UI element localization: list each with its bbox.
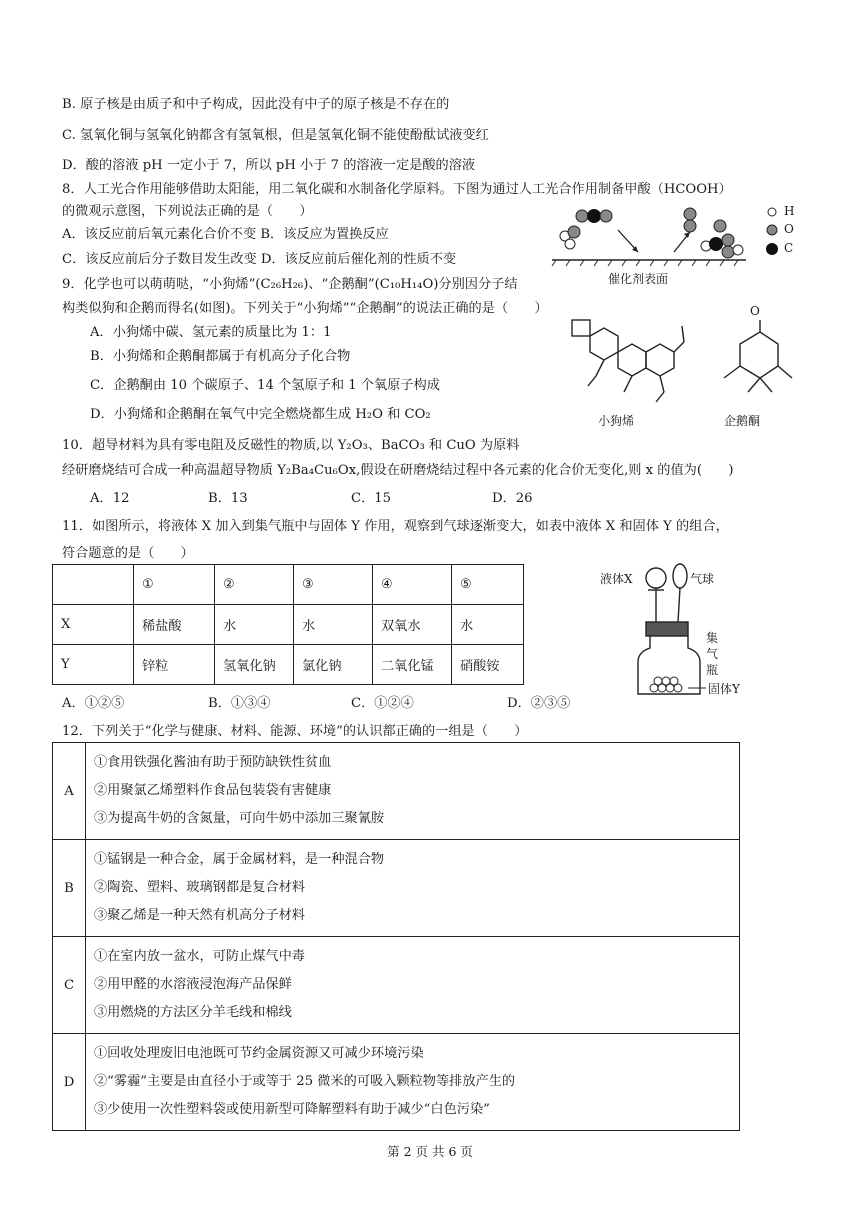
row-body (86, 840, 740, 937)
statement: ①锰钢是一种合金，属于金属材料，是一种混合物 (94, 852, 385, 867)
table-cell: 氯化钠 (294, 645, 373, 685)
table-cell: 水 (294, 605, 373, 645)
option-c-prev: C. 氢氧化铜与氢氧化钠都含有氢氧根，但是氢氧化铜不能使酚酞试液变红 (62, 128, 489, 143)
q9-stem-line1: 9．化学也可以萌萌哒，“小狗烯”(C₂₆H₂₆)、“企鹅酮”(C₁₀H₁₄O)分别因分子结 (62, 277, 518, 292)
table-row (53, 840, 740, 937)
row-label: C (53, 937, 86, 1034)
table-cell: 二氧化锰 (373, 645, 452, 685)
liquid-x-label: 液体X (600, 572, 633, 586)
q11-stem-line2: 符合题意的是（ ） (62, 546, 194, 561)
statement: ③用燃烧的方法区分羊毛线和棉线 (94, 1005, 292, 1020)
table-row (53, 937, 740, 1034)
row-body (86, 937, 740, 1034)
page-number: 第 2 页 共 6 页 (387, 1144, 473, 1159)
statement: ②用聚氯乙烯塑料作食品包装袋有害健康 (94, 783, 332, 798)
q11-option: A．①②⑤ (62, 696, 125, 711)
skeletal-formulas (552, 318, 802, 408)
table-cell: ④ (373, 565, 452, 605)
statement: ②“雾霾”主要是由直径小于或等于 25 微米的可吸入颗粒物等排放产生的 (94, 1074, 516, 1089)
row-label: A (53, 743, 86, 840)
table-row (53, 605, 524, 645)
table-cell: ② (215, 565, 294, 605)
option-b-prev: B. 原子核是由质子和中子构成，因此没有中子的原子核是不存在的 (62, 97, 450, 112)
bottle-label: 集气瓶 (706, 631, 719, 677)
statement: ③为提高牛奶的含氮量，可向牛奶中添加三聚氰胺 (94, 811, 385, 826)
table-cell: ③ (294, 565, 373, 605)
table-cell: X (53, 605, 134, 645)
table-cell: 双氧水 (373, 605, 452, 645)
molecule-structures (552, 304, 802, 430)
table-cell: 稀盐酸 (134, 605, 215, 645)
catalyst-diagram (550, 200, 810, 290)
q12-stem: 12．下列关于“化学与健康、材料、能源、环境”的认识都正确的一组是（ ） (62, 724, 528, 739)
q9-stem-line2: 构类似狗和企鹅而得名(如图)。下列关于“小狗烯”“企鹅酮”的说法正确的是（ ） (62, 301, 548, 316)
q9-option-a: A．小狗烯中碳、氢元素的质量比为 1：1 (90, 325, 332, 340)
legend-c: C (784, 241, 794, 255)
table-cell: 水 (452, 605, 524, 645)
q8-options-cd: C．该反应前后分子数目发生改变 D．该反应前后催化剂的性质不变 (62, 252, 457, 267)
q8-stem-line1: 8．人工光合作用能够借助太阳能，用二氧化碳和水制备化学原料。下图为通过人工光合作用制备甲酸（HCOOH） (62, 182, 732, 197)
statement: ③少使用一次性塑料袋或使用新型可降解塑料有助于减少“白色污染” (94, 1102, 490, 1117)
table-cell: 水 (215, 605, 294, 645)
table-cell: 锌粒 (134, 645, 215, 685)
q11-option: D．②③⑤ (507, 696, 571, 711)
statement: ②陶瓷、塑料、玻璃钢都是复合材料 (94, 880, 305, 895)
catalyst-label: 催化剂表面 (608, 272, 669, 286)
q11-option: C．①②④ (351, 696, 414, 711)
statement: ①回收处理废旧电池既可节约金属资源又可减少环境污染 (94, 1046, 424, 1061)
statement: ②用甲醛的水溶液浸泡海产品保鲜 (94, 977, 292, 992)
q10-option: A．12 (90, 491, 130, 506)
row-label: D (53, 1034, 86, 1131)
molecule-sketch (550, 200, 810, 290)
statement: ①在室内放一盆水，可防止煤气中毒 (94, 949, 305, 964)
gas-bottle-apparatus (598, 560, 778, 700)
table-row (53, 565, 524, 605)
q11-stem-line1: 11．如图所示，将液体 X 加入到集气瓶中与固体 Y 作用，观察到气球逐渐变大，如表中液体 X 和固体 Y 的组合， (62, 519, 729, 534)
q10-option: B．13 (208, 491, 248, 506)
table-cell: ① (134, 565, 215, 605)
q9-option-d: D．小狗烯和企鹅酮在氧气中完全燃烧都生成 H₂O 和 CO₂ (90, 407, 431, 422)
q10-option: C．15 (351, 491, 392, 506)
legend-o: O (784, 222, 794, 236)
balloon-label: 气球 (690, 572, 715, 586)
q12-table (52, 742, 740, 1131)
q9-option-b: B．小狗烯和企鹅酮都属于有机高分子化合物 (90, 349, 351, 364)
table-cell: Y (53, 645, 134, 685)
table-row (53, 743, 740, 840)
q10-stem-line2: 经研磨烧结可合成一种高温超导物质 Y₂Ba₄Cu₆Ox,假设在研磨烧结过程中各元素的化合价无变化,则 x 的值为( ) (62, 463, 734, 478)
statement: ③聚乙烯是一种天然有机高分子材料 (94, 908, 305, 923)
table-cell: 硝酸铵 (452, 645, 524, 685)
q8-stem-line2: 的微观示意图，下列说法正确的是（ ） (62, 204, 313, 219)
table-cell: ⑤ (452, 565, 524, 605)
row-body (86, 743, 740, 840)
table-row (53, 645, 524, 685)
row-label: B (53, 840, 86, 937)
legend-h: H (784, 204, 795, 218)
q8-options-ab: A．该反应前后氧元素化合价不变 B．该反应为置换反应 (62, 227, 389, 242)
q11-table (52, 564, 524, 685)
q10-stem-line1: 10．超导材料为具有零电阻及反磁性的物质,以 Y₂O₃、BaCO₃ 和 CuO 为原料 (62, 438, 520, 453)
q9-option-c: C．企鹅酮由 10 个碳原子、14 个氢原子和 1 个氧原子构成 (90, 378, 440, 393)
statement: ①食用铁强化酱油有助于预防缺铁性贫血 (94, 755, 332, 770)
table-row (53, 1034, 740, 1131)
dog-label: 小狗烯 (598, 414, 635, 428)
q10-option: D．26 (492, 491, 533, 506)
oxygen-atom-label: O (750, 304, 760, 318)
penguin-label: 企鹅酮 (724, 414, 761, 428)
q11-option: B．①③④ (208, 696, 271, 711)
table-cell: 氢氧化钠 (215, 645, 294, 685)
row-body (86, 1034, 740, 1131)
table-cell (53, 565, 134, 605)
option-d-prev: D．酸的溶液 pH 一定小于 7，所以 pH 小于 7 的溶液一定是酸的溶液 (62, 158, 476, 173)
solid-y-label: 固体Y (708, 682, 740, 696)
